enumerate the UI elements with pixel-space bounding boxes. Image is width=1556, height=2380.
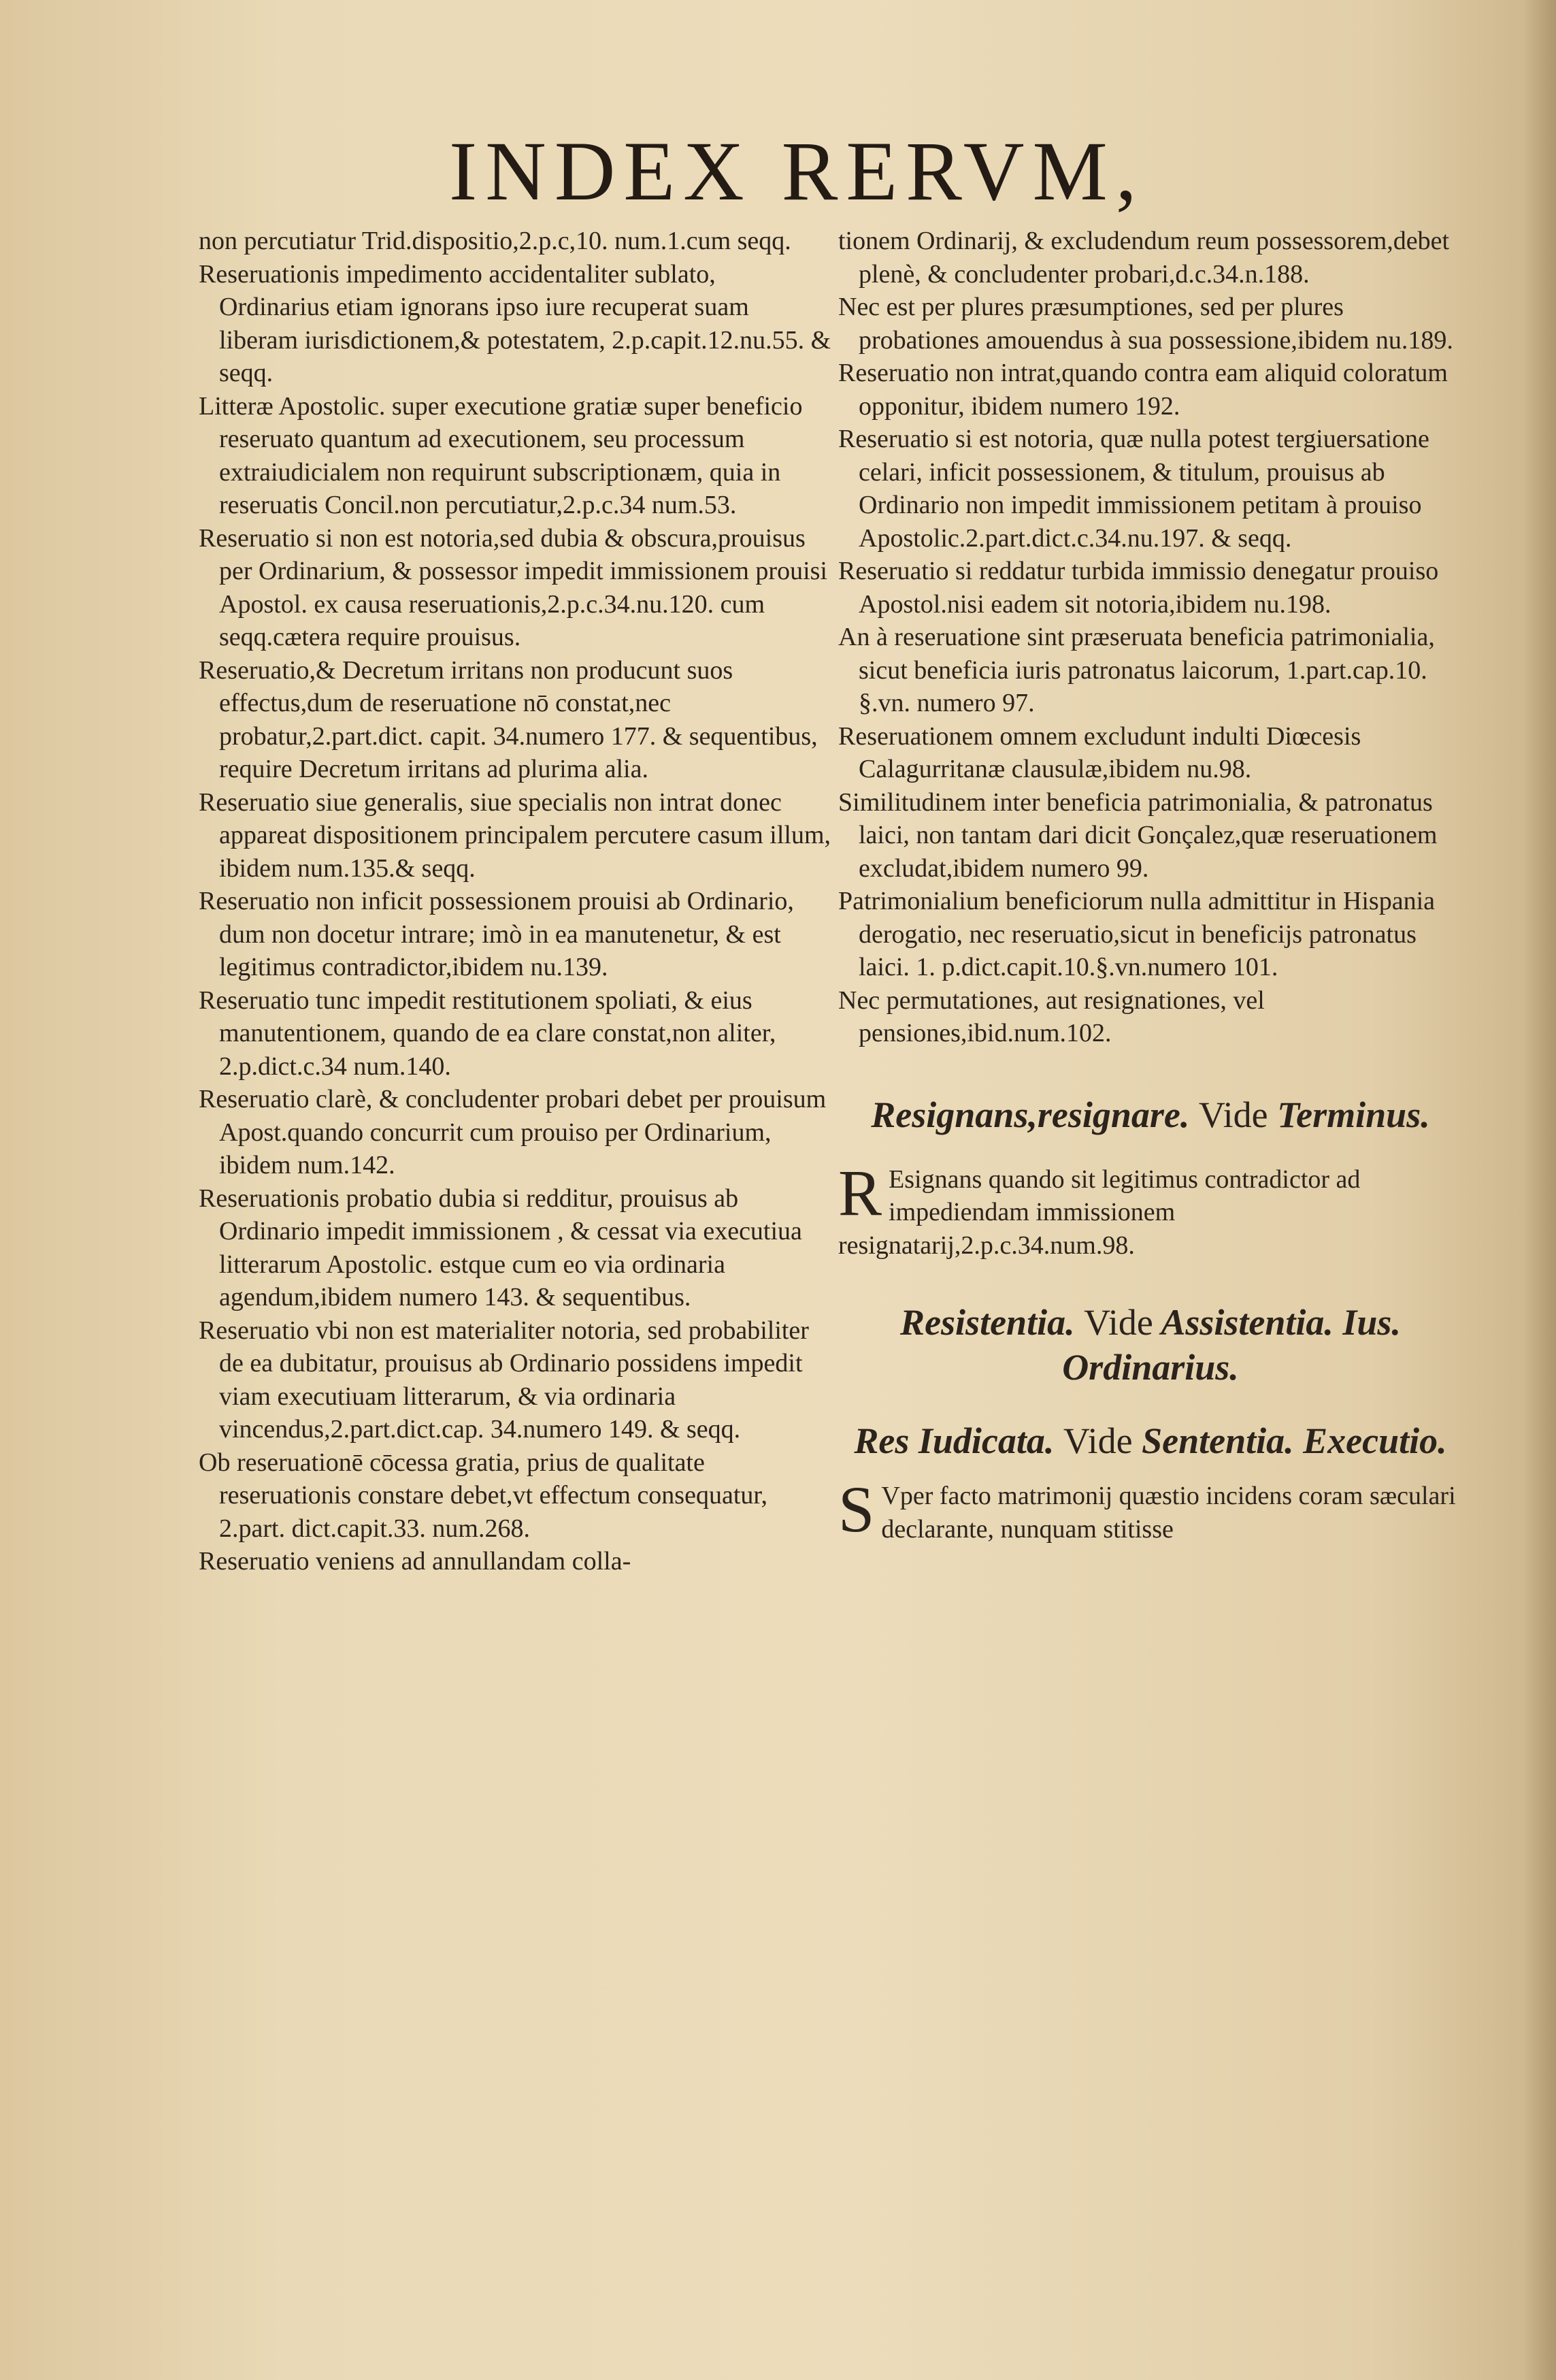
index-entry: non percutiatur Trid.dispositio,2.p.c,10. num.1.cum seqq. xyxy=(199,227,791,255)
page-title: INDEX RERVM, xyxy=(449,125,1145,218)
index-entry: Reseruatio si reddatur turbida immissio denegatur prouiso Apostol.nisi eadem sit notoria,ibidem nu.198. xyxy=(838,557,1439,619)
section-paragraph-resignans xyxy=(838,1156,1463,1262)
section-heading-resignans xyxy=(838,1092,1463,1137)
heading-term: Res Iudicata. xyxy=(854,1420,1055,1461)
heading-see: Vide xyxy=(1198,1094,1268,1135)
heading-term: Resignans,resignare. xyxy=(871,1094,1190,1135)
index-entry: tionem Ordinarij, & excludendum reum possessorem,debet plenè, & concludenter probari,d.c.34.n.188. xyxy=(838,227,1450,289)
heading-term: Resistentia. xyxy=(900,1302,1075,1343)
section-heading-resistentia xyxy=(838,1300,1463,1390)
index-entry: Reseruatio clarè, & concludenter probari debet per prouisum Apost.quando concurrit cum prouiso per Ordinarium, ibidem num.142. xyxy=(199,1085,827,1179)
paragraph-text: Esignans quando sit legitimus contradictor ad impediendam immissionem resignatarij,2.p.c.34.num.98. xyxy=(838,1164,1361,1260)
index-entry: Reseruatio tunc impedit restitutionem spoliati, & eius manutentionem, quando de ea clare constat,non aliter, 2.p.dict.c.34 num.140. xyxy=(199,985,776,1081)
heading-ref: Assistentia. Ius. Ordinarius. xyxy=(1062,1302,1401,1388)
paragraph-text: Vper facto matrimonij quæstio incidens coram sæculari declarante, nunquam stitisse xyxy=(881,1482,1456,1544)
index-entry: Reseruationem omnem excludunt indulti Diœcesis Calagurritanæ clausulæ,ibidem nu.98. xyxy=(838,721,1361,783)
index-entry: An à reseruatione sint præseruata beneficia patrimonialia, sicut beneficia iuris patronatus laicorum, 1.part.cap.10. §.vn. numero 97. xyxy=(838,623,1435,717)
index-entry: Reseruatio veniens ad annullandam colla- xyxy=(199,1547,631,1576)
heading-ref: Terminus. xyxy=(1277,1094,1430,1135)
section-heading-res-iudicata xyxy=(838,1418,1463,1463)
drop-capital: R xyxy=(838,1156,882,1229)
index-entry: Reseruationis probatio dubia si redditur, prouisus ab Ordinario impedit immissionem , & cessat via executiua litterarum Apostolic. estque cum eo via ordinaria agendum,ibidem numero 143. & sequentibus. xyxy=(199,1184,802,1311)
heading-ref: Sententia. Executio. xyxy=(1142,1420,1447,1461)
index-entry: Reseruatio si non est notoria,sed dubia & obscura,prouisus per Ordinarium, & possessor impedit immissionem prouisi Apostol. ex causa reseruationis,2.p.c.34.nu.120. cum seqq.cætera require prouisus. xyxy=(199,523,827,651)
index-entry: Nec est per plures præsumptiones, sed per plures probationes amouendus à sua possessione,ibidem nu.189. xyxy=(838,293,1453,355)
index-entry: Reseruatio,& Decretum irritans non producunt suos effectus,dum de reseruatione nō constat,nec probatur,2.part.dict. capit. 34.numero 177. & sequentibus, require Decretum irritans ad plurima alia. xyxy=(199,655,818,783)
index-entry: Ob reseruationē cōcessa gratia, prius de qualitate reseruationis constare debet,vt effectum consequatur, 2.part. dict.capit.33. num.268. xyxy=(199,1448,768,1543)
index-entry: Reseruatio siue generalis, siue specialis non intrat donec appareat dispositionem principalem percutere casum illum, ibidem num.135.& seqq. xyxy=(199,787,831,883)
index-entry: Similitudinem inter beneficia patrimonialia, & patronatus laici, non tantam dari dicit Gonçalez,quæ reseruationem excludat,ibidem numero 99. xyxy=(838,787,1438,883)
index-entry: Reseruatio non intrat,quando contra eam aliquid coloratum opponitur, ibidem numero 192. xyxy=(838,359,1448,421)
page-edge-shadow xyxy=(1523,0,1556,2380)
index-entry: Patrimonialium beneficiorum nulla admittitur in Hispania derogatio, nec reseruatio,sicut in beneficijs patronatus laici. 1. p.dict.capit.10.§.vn.numero 101. xyxy=(838,887,1435,981)
index-entry: Reseruatio si est notoria, quæ nulla potest tergiuersatione celari, inficit possessionem, & titulum, prouisus ab Ordinario non impedit immissionem petitam à prouiso Apostolic.2.part.dict.c.34.nu.197. & seqq. xyxy=(838,425,1429,553)
index-entry: Reseruationis impedimento accidentaliter sublato, Ordinarius etiam ignorans ipso iure recuperat suam liberam iurisdictionem,& potestatem, 2.p.capit.12.nu.55. & seqq. xyxy=(199,259,831,387)
left-column xyxy=(199,225,831,1578)
section-paragraph-super xyxy=(838,1473,1463,1546)
heading-see: Vide xyxy=(1063,1420,1133,1461)
index-entry: Nec permutationes, aut resignationes, vel pensiones,ibid.num.102. xyxy=(838,985,1265,1047)
index-entry: Reseruatio vbi non est materialiter notoria, sed probabiliter de ea dubitatur, prouisus ab Ordinario possidens impedit viam executiuam litterarum, & via ordinaria vincendus,2.part.dict.cap. 34.numero 149. & seqq. xyxy=(199,1316,809,1444)
right-column xyxy=(838,225,1463,1546)
index-entry: Litteræ Apostolic. super executione gratiæ super beneficio reseruato quantum ad executionem, seu processum extraiudicialem non requirunt subscriptionæm, quia in reseruatis Concil.non percutiatur,2.p.c.34 num.53. xyxy=(199,391,803,519)
index-entry: Reseruatio non inficit possessionem prouisi ab Ordinario, dum non docetur intrare; imò in ea manutenetur, & est legitimus contradictor,ibidem nu.139. xyxy=(199,887,794,981)
drop-capital: S xyxy=(838,1473,875,1546)
heading-see: Vide xyxy=(1084,1302,1153,1343)
